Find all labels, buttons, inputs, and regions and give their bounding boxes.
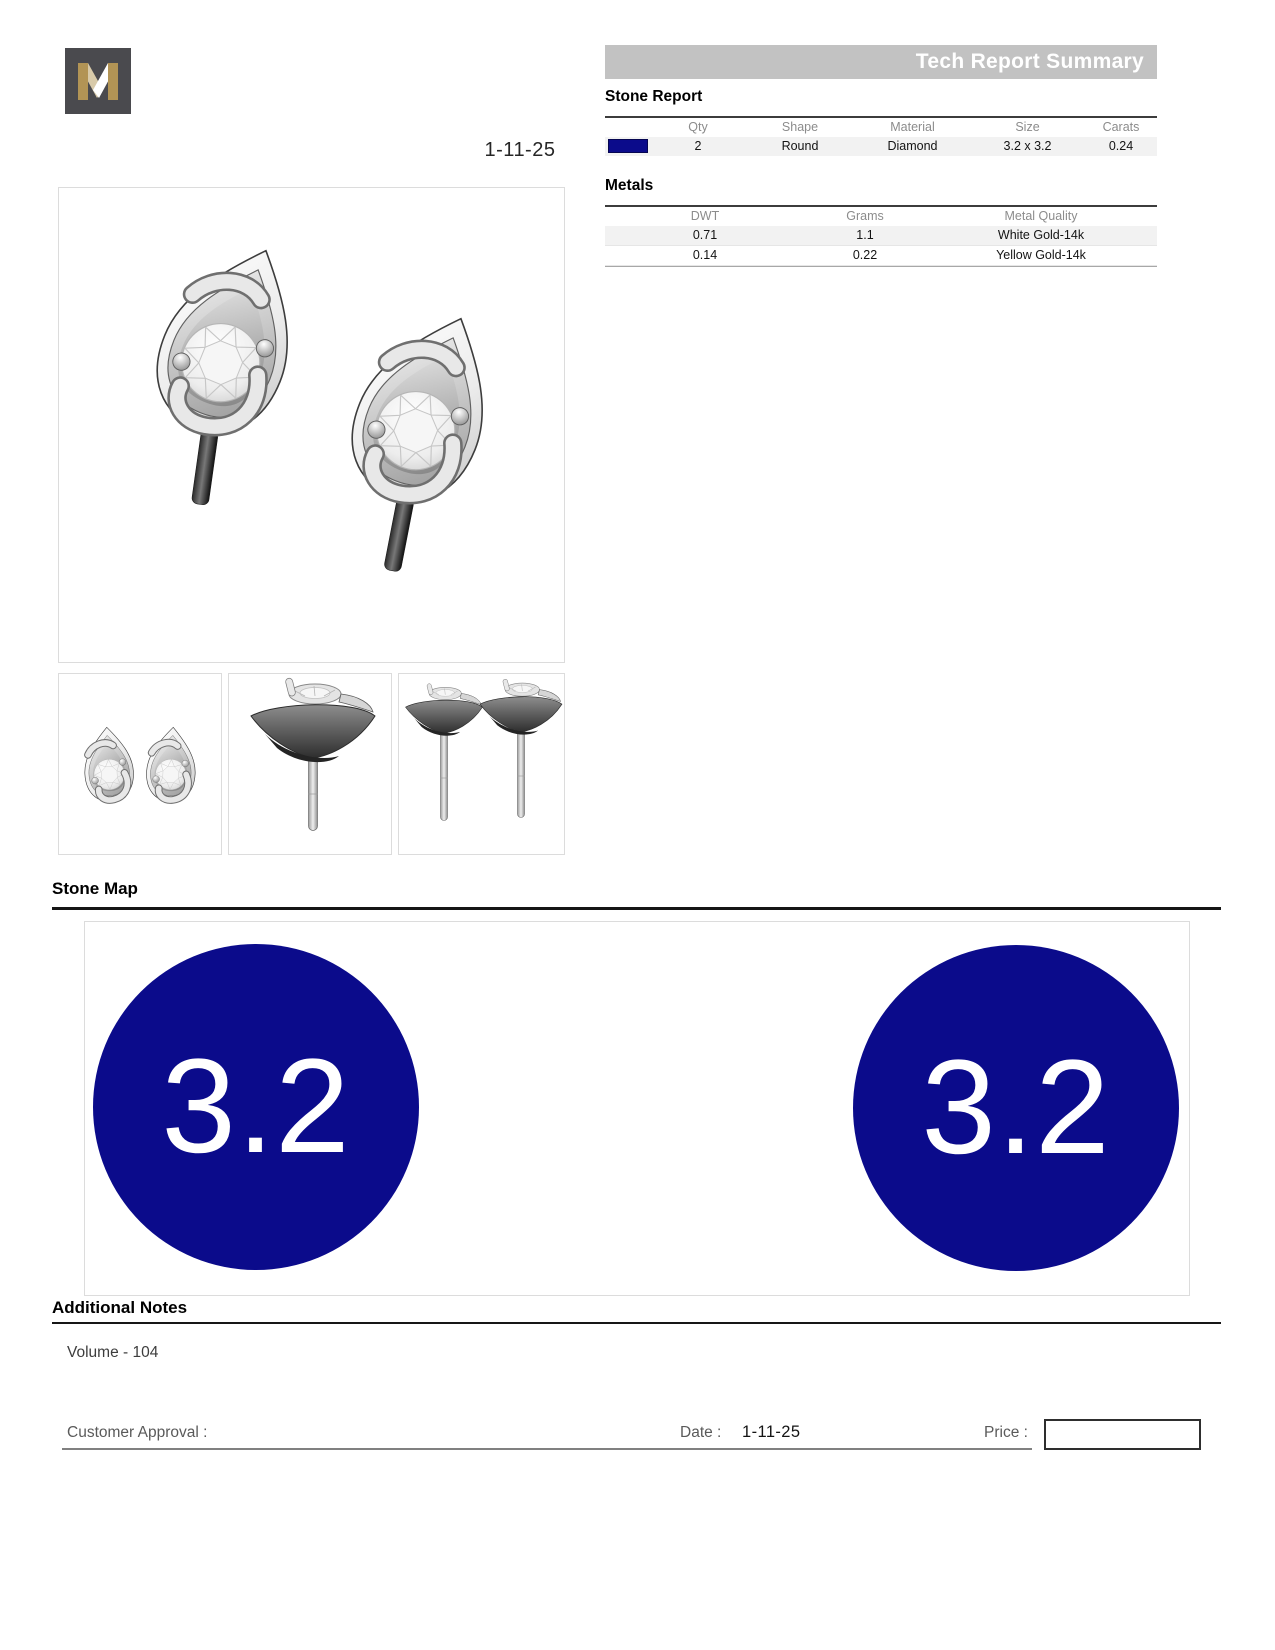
stone-size-label: 3.2	[161, 1032, 351, 1181]
price-input[interactable]	[1044, 1419, 1201, 1450]
col-carats: Carats	[1102, 120, 1140, 134]
cell-grams: 0.22	[852, 248, 878, 262]
stone-report-table	[605, 116, 1157, 156]
cell-swatch	[605, 137, 651, 156]
stone-map-circle	[93, 944, 419, 1270]
thumbnail-front-pair	[58, 673, 222, 855]
stone-report-header-row	[605, 118, 1157, 137]
page-title: Tech Report Summary	[915, 50, 1144, 73]
stone-map-panel	[84, 921, 1190, 1296]
additional-notes-divider	[52, 1322, 1221, 1324]
metals-heading: Metals	[605, 177, 654, 194]
cell-carats: 0.24	[1108, 139, 1134, 153]
cell-quality: White Gold-14k	[997, 228, 1085, 242]
m-monogram-logo-icon	[65, 48, 131, 114]
right-earring	[332, 295, 518, 517]
stone-report-heading: Stone Report	[605, 88, 703, 105]
stone-size-label: 3.2	[921, 1033, 1111, 1182]
cell-dwt: 0.71	[692, 228, 718, 242]
metals-header-row	[605, 207, 1157, 226]
thumbnail-side-views-pair	[398, 673, 565, 855]
cell-material: Diamond	[887, 139, 938, 153]
cell-size: 3.2 x 3.2	[1003, 139, 1052, 153]
left-earring-post	[191, 430, 218, 506]
right-earring-post	[384, 496, 415, 572]
cell-dwt: 0.14	[692, 248, 718, 262]
stone-report-row	[605, 137, 1157, 156]
col-grams: Grams	[846, 209, 884, 223]
col-size: Size	[1015, 120, 1040, 134]
stone-map-heading: Stone Map	[52, 879, 138, 898]
cell-qty: 2	[694, 139, 702, 153]
metals-table	[605, 205, 1157, 267]
footer-date-label: Date :	[680, 1424, 722, 1441]
stone-color-swatch	[608, 139, 648, 153]
additional-notes-heading: Additional Notes	[52, 1298, 188, 1317]
thumbnail-side-view	[228, 673, 392, 855]
stone-map-divider	[52, 907, 1221, 910]
volume-note: Volume - 104	[67, 1344, 159, 1361]
footer-date-value: 1-11-25	[742, 1423, 801, 1441]
col-metal-quality: Metal Quality	[1004, 209, 1078, 223]
stone-map-circle	[853, 945, 1179, 1271]
footer-price-label: Price :	[984, 1424, 1028, 1441]
col-material: Material	[890, 120, 935, 134]
col-swatch	[605, 118, 651, 137]
col-qty: Qty	[688, 120, 708, 134]
customer-approval-label: Customer Approval :	[67, 1424, 208, 1441]
report-header-bar	[605, 45, 1157, 79]
cell-grams: 1.1	[856, 228, 874, 242]
metals-row	[605, 226, 1157, 246]
left-earring	[137, 227, 323, 449]
signature-line	[62, 1448, 1032, 1450]
earrings-front-render	[59, 188, 564, 662]
metals-row	[605, 246, 1157, 266]
col-shape: Shape	[781, 120, 819, 134]
col-dwt: DWT	[690, 209, 720, 223]
main-render-image	[58, 187, 565, 663]
cell-quality: Yellow Gold-14k	[996, 248, 1086, 262]
report-date: 1-11-25	[484, 139, 556, 161]
cell-shape: Round	[781, 139, 819, 153]
